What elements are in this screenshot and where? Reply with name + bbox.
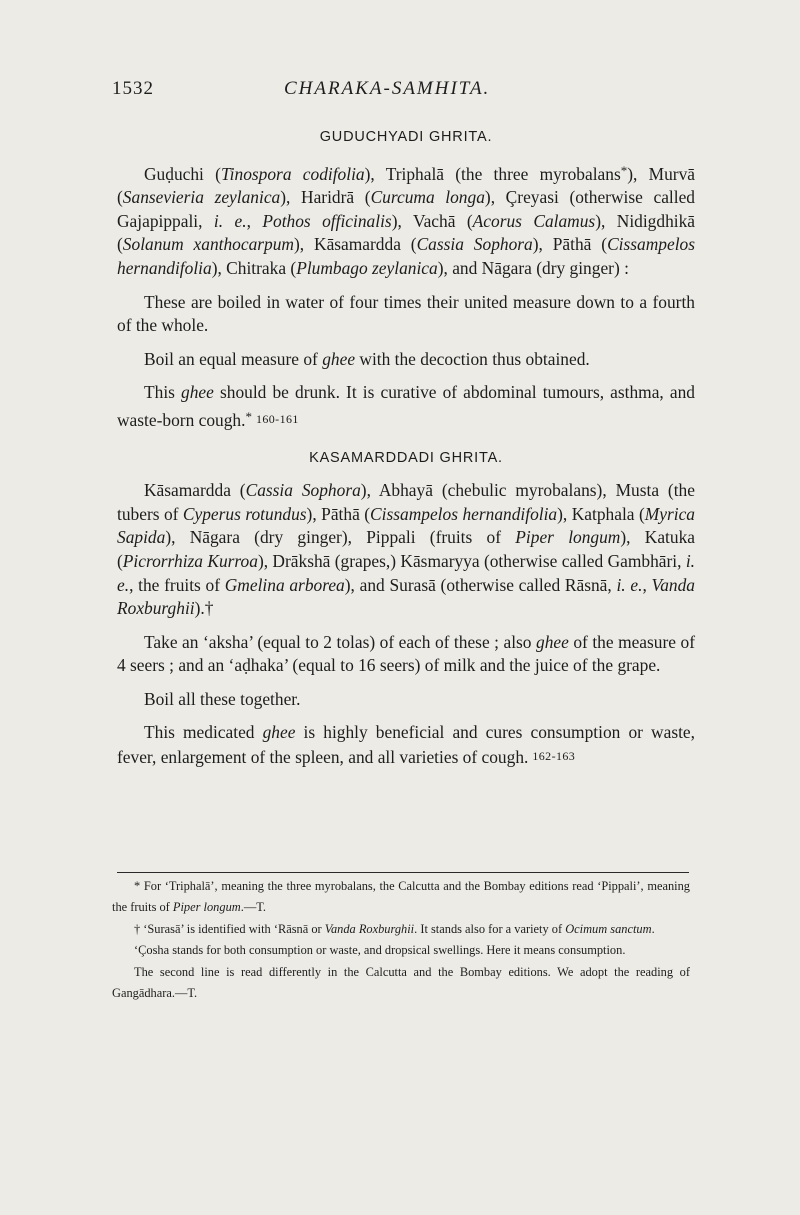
section-heading-guduchyadi: GUDUCHYADI GHRITA.	[319, 129, 493, 145]
guduchyadi-ingredients: Guḍuchi (Tinospora codifolia), Triphalā (the three myrobalans*), Murvā (Sansevieria zeylanica), Haridrā (Curcuma longa), Çreyasi (otherwise called Gajapippali, i. e., Pothos officinalis), Vachā (Acorus Calamus), Nidigdhikā (Solanum xanthocarpum), Kāsamardda (Cassia Sophora), Pāthā (Cissampelos hernandifolia), Chitraka (Plumbago zeylanica), and Nāgara (dry ginger) :	[117, 162, 696, 278]
dagger-marker: †	[204, 598, 214, 619]
verse-reference: 160-161	[255, 411, 299, 426]
footnote-1: * For ‘Triphalā’, meaning the three myrobalans, the Calcutta and the Bombay editions read ‘Pippali’, meaning the fruits of Piper longum.—T.	[112, 879, 690, 914]
kasamarddadi-benefit: This medicated ghee is highly beneficial and cures consumption or waste, fever, enlargement of the spleen, and all varieties of cough. 162-163	[117, 722, 695, 768]
running-title: CHARAKA-SAMHITA.	[284, 78, 491, 99]
section-heading-kasamarddadi: KASAMARDDADI GHRITA.	[309, 449, 503, 466]
footnote-marker: *	[245, 408, 252, 424]
guduchyadi-drink: This ghee should be drunk. It is curative of abdominal tumours, asthma, and waste-born cough.* 160-161	[117, 382, 695, 430]
main-text	[117, 126, 695, 780]
footnote-divider	[117, 872, 689, 873]
kasamarddadi-take: Take an ‘aksha’ (equal to 2 tolas) of each of these ; also ghee of the measure of 4 seers ; and an ‘aḍhaka’ (equal to 16 seers) of milk and the juice of the grape.	[117, 631, 695, 676]
page-number: 1532	[112, 78, 154, 99]
running-head	[112, 78, 702, 102]
footnote-marker: *	[620, 162, 628, 178]
kasamarddadi-boil-all: Boil all these together.	[144, 688, 301, 709]
kasamarddadi-ingredients: Kāsamardda (Cassia Sophora), Abhayā (chebulic myrobalans), Musta (the tubers of Cyperus rotundus), Pāthā (Cissampelos hernandifolia), Katphala (Myrica Sapida), Nāgara (dry ginger), Pippali (fruits of Piper longum), Katuka (Picrorrhiza Kurroa), Drākshā (grapes,) Kāsmaryya (otherwise called Gambhāri, i. e., the fruits of Gmelina arborea), and Surasā (otherwise called Rāsnā, i. e., Vanda Roxburghii).†	[117, 480, 695, 619]
footnote-3: ‘Çosha stands for both consumption or waste, and dropsical swellings. Here it means consumption.	[134, 943, 626, 958]
verse-reference: 162-163	[532, 749, 576, 764]
footnote-4: The second line is read differently in the Calcutta and the Bombay editions. We adopt the reading of Gangādhara.—T.	[112, 965, 690, 1000]
guduchyadi-boil-ghee: Boil an equal measure of ghee with the decoction thus obtained.	[144, 348, 590, 369]
footnotes	[112, 876, 690, 1004]
footnote-2: † ‘Surasā’ is identified with ‘Rāsnā or Vanda Roxburghii. It stands also for a variety of Ocimum sanctum.	[134, 921, 655, 936]
guduchyadi-boil-note: These are boiled in water of four times their united measure down to a fourth of the whole.	[117, 291, 695, 336]
